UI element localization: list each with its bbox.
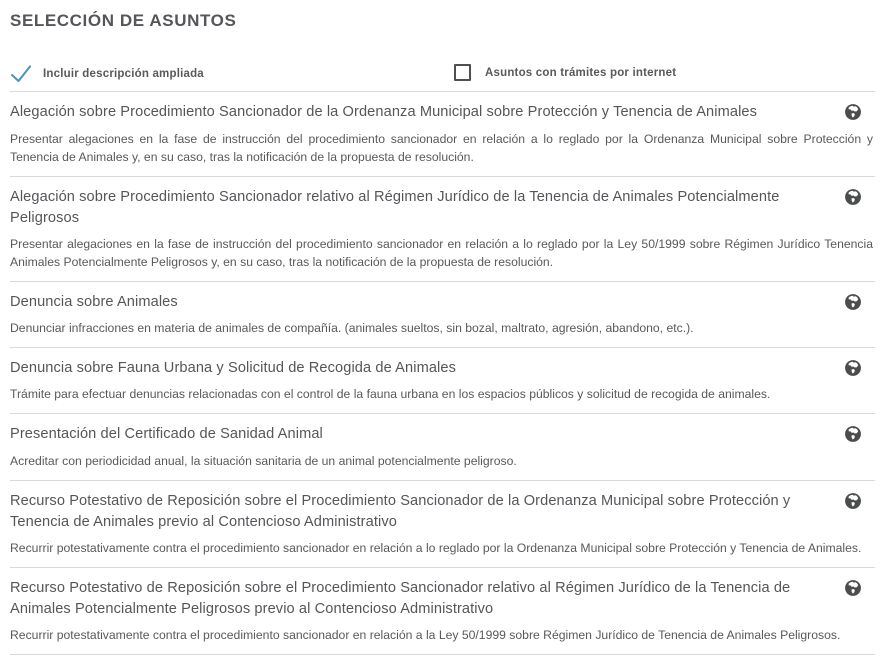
subject-title[interactable]: Denuncia sobre Animales (10, 294, 178, 311)
subject-description: Acreditar con periodicidad anual, la situación sanitaria de un animal potencialmente peligroso. (10, 453, 517, 468)
globe-icon[interactable] (844, 425, 862, 443)
subject-title[interactable]: Recurso Potestativo de Reposición sobre el Procedimiento Sancionador relativo al Régimen Jurídico de la Tenencia de Animales Potencialmente Peligrosos previo al Contencioso Administrativo (10, 580, 791, 618)
internet-procedures-label[interactable]: Asuntos con trámites por internet (485, 66, 677, 79)
internet-procedures-filter[interactable] (454, 64, 676, 81)
subject-description: Recurrir potestativamente contra el procedimiento sancionador en relación a la Ley 50/1999 sobre Régimen Jurídico de Tenencia de Animales Peligrosos. (10, 628, 841, 643)
globe-icon[interactable] (844, 359, 862, 377)
page-title: SELECCIÓN DE ASUNTOS (10, 11, 237, 30)
subject-title[interactable]: Denuncia sobre Fauna Urbana y Solicitud de Recogida de Animales (10, 360, 456, 377)
subject-title[interactable]: Recurso Potestativo de Reposición sobre el Procedimiento Sancionador de la Ordenanza Municipal sobre Protección y Tenencia de Animales previo al Contencioso Administrativo (10, 492, 791, 530)
globe-icon[interactable] (844, 103, 862, 121)
subject-selection-page (0, 11, 884, 666)
subject-description: Recurrir potestativamente contra el procedimiento sancionador en relación a lo reglado por la Ordenanza Municipal sobre Protección y Tenencia de Animales. (10, 540, 862, 555)
subject-row[interactable] (10, 348, 875, 414)
include-description-filter[interactable] (10, 64, 204, 83)
subject-description: Presentar alegaciones en la fase de instrucción del procedimiento sancionador en relación a lo reglado por la Ley 50/1999 sobre Régimen Jurídico Tenencia Animales Potencialmente Peligrosos y, en su caso, tras la notificación de la propuesta de resolución. (10, 236, 873, 269)
subject-title[interactable]: Alegación sobre Procedimiento Sancionador relativo al Régimen Jurídico de la Tenencia de Animales Potencialmente Peligrosos (10, 188, 780, 226)
subject-description: Presentar alegaciones en la fase de instrucción del procedimiento sancionador en relación a lo reglado por la Ordenanza Municipal sobre Protección y Tenencia de Animales y, en su caso, tras la notificación de la propuesta de resolución. (10, 131, 873, 164)
include-description-label[interactable]: Incluir descripción ampliada (43, 67, 204, 80)
subject-title[interactable]: Presentación del Certificado de Sanidad Animal (10, 426, 323, 443)
subject-row[interactable] (10, 481, 875, 568)
subject-title[interactable]: Alegación sobre Procedimiento Sancionador de la Ordenanza Municipal sobre Protección y Tenencia de Animales (10, 104, 758, 121)
subject-row[interactable] (10, 414, 875, 480)
subject-row[interactable] (10, 92, 875, 176)
subject-row[interactable] (10, 282, 875, 348)
subject-row[interactable] (10, 568, 875, 655)
checkmark-icon[interactable] (10, 64, 32, 83)
filter-bar (10, 64, 875, 92)
subject-row[interactable] (10, 177, 875, 282)
checkbox-empty-icon[interactable] (454, 64, 471, 81)
globe-icon[interactable] (844, 293, 862, 311)
globe-icon[interactable] (844, 188, 862, 206)
globe-icon[interactable] (844, 492, 862, 510)
subject-description: Denunciar infracciones en materia de animales de compañía. (animales sueltos, sin bozal, maltrato, agresión, abandono, etc.). (10, 321, 694, 336)
subject-description: Trámite para efectuar denuncias relacionadas con el control de la fauna urbana en los espacios públicos y solicitud de recogida de animales. (10, 387, 771, 402)
subject-list (10, 92, 875, 655)
globe-icon[interactable] (844, 579, 862, 597)
